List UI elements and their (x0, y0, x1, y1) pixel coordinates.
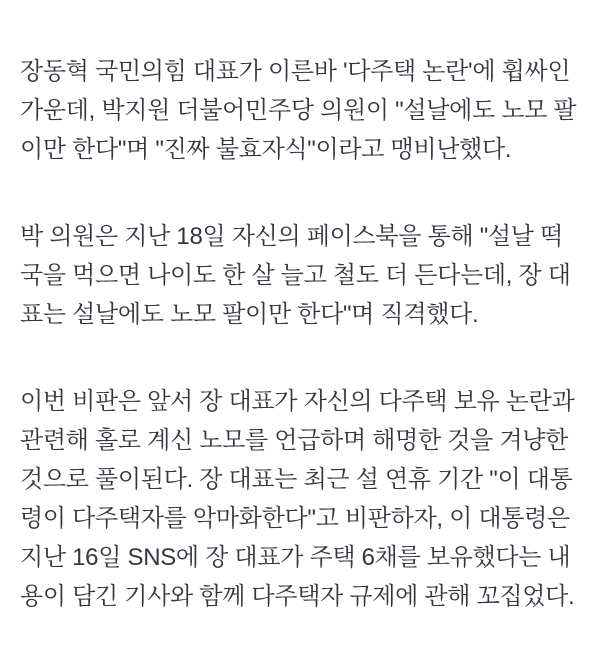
article-paragraph-3: 이번 비판은 앞서 장 대표가 자신의 다주택 보유 논란과 관련해 홀로 계신 노모를 언급하며 해명한 것을 겨냥한 것으로 풀이된다. 장 대표는 최근 설 연휴 기간 "이 대통령이 다주택자를 악마화한다"고 비판하자, 이 대통령은 지난 16일 SNS에 장 대표가 주택 6채를 보유했다는 내용이 담긴 기사와 함께 다주택자 규제에 관해 꼬집었다. (20, 388, 575, 610)
article-paragraph-1: 장동혁 국민의힘 대표가 이른바 '다주택 논란'에 휩싸인 가운데, 박지원 더불어민주당 의원이 "설날에도 노모 팔이만 한다"며 "진짜 불효자식"이라고 맹비난했다. (20, 58, 577, 163)
article-paragraph-2: 박 의원은 지난 18일 자신의 페이스북을 통해 "설날 떡국을 먹으면 나이도 한 살 늘고 철도 더 든다는데, 장 대표는 설날에도 노모 팔이만 한다"며 직격했다. (20, 223, 571, 328)
